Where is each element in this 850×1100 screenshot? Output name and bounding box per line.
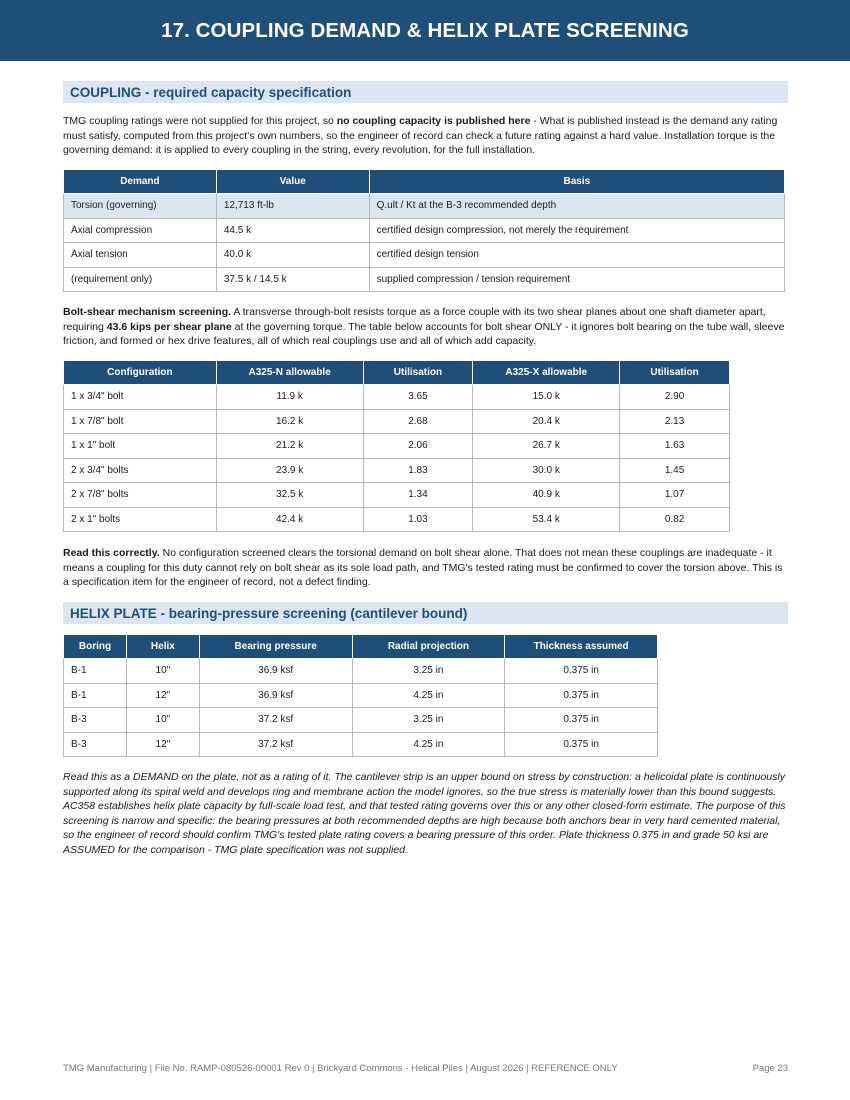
table-cell: 10": [126, 659, 199, 684]
table-cell: 12": [126, 732, 199, 757]
table-cell: 53.4 k: [473, 507, 620, 532]
table-cell: certified design tension: [369, 243, 784, 268]
table-row: [64, 218, 785, 243]
table-row: [64, 708, 658, 733]
table-cell: 40.9 k: [473, 483, 620, 508]
table-cell: 0.375 in: [505, 732, 658, 757]
page-title: 17. COUPLING DEMAND & HELIX PLATE SCREENING: [161, 18, 689, 42]
footer-page-number: Page 23: [752, 1063, 788, 1074]
table-cell: 3.65: [363, 385, 473, 410]
table-row: [64, 507, 730, 532]
table-cell: Q.ult / Kt at the B-3 recommended depth: [369, 194, 784, 219]
table-cell: 0.375 in: [505, 659, 658, 684]
read-correctly-paragraph: [63, 546, 790, 590]
table-cell: 2 x 1" bolts: [64, 507, 217, 532]
table-cell: 2 x 3/4" bolts: [64, 458, 217, 483]
helix-section-heading: HELIX PLATE - bearing-pressure screening (cantilever bound): [63, 602, 788, 624]
helix-bearing-table: [63, 634, 658, 757]
table-cell: 0.82: [620, 507, 730, 532]
bolt-shear-paragraph: [63, 305, 790, 349]
column-header: Radial projection: [352, 635, 505, 659]
table-cell: 1 x 1" bolt: [64, 434, 217, 459]
table-row: [64, 458, 730, 483]
table-row: [64, 683, 658, 708]
table-cell: 40.0 k: [216, 243, 369, 268]
table-cell: 0.375 in: [505, 708, 658, 733]
column-header: Utilisation: [363, 361, 473, 385]
table-cell: 4.25 in: [352, 732, 505, 757]
coupling-intro-paragraph: [63, 114, 790, 158]
table-row: [64, 659, 658, 684]
column-header: Basis: [369, 170, 784, 194]
table-cell: 1 x 7/8" bolt: [64, 409, 217, 434]
column-header: Configuration: [64, 361, 217, 385]
table-cell: 10": [126, 708, 199, 733]
table-cell: 11.9 k: [216, 385, 363, 410]
footer-document-info: TMG Manufacturing | File No. RAMP-080526-00001 Rev 0 | Brickyard Commons - Helical Piles | August 2026 | REFERENCE ONLY: [63, 1063, 618, 1074]
table-cell: 30.0 k: [473, 458, 620, 483]
table-row: [64, 267, 785, 292]
table-cell: 4.25 in: [352, 683, 505, 708]
table-cell: 44.5 k: [216, 218, 369, 243]
table-cell: certified design compression, not merely the requirement: [369, 218, 784, 243]
table-cell: B-3: [64, 732, 127, 757]
bolt-shear-text: A transverse through-bolt resists torque as a force couple with its two shear planes about one shaft diameter apart, requiring: [63, 306, 766, 333]
table-cell: 1 x 3/4" bolt: [64, 385, 217, 410]
table-cell: 2.06: [363, 434, 473, 459]
table-cell: 20.4 k: [473, 409, 620, 434]
table-cell: 2.90: [620, 385, 730, 410]
table-cell: 1.34: [363, 483, 473, 508]
column-header: Boring: [64, 635, 127, 659]
table-cell: 37.2 ksf: [199, 732, 352, 757]
table-cell: 1.07: [620, 483, 730, 508]
table-cell: 1.03: [363, 507, 473, 532]
coupling-intro-text: TMG coupling ratings were not supplied for this project, so: [63, 115, 337, 127]
table-cell: 2 x 7/8" bolts: [64, 483, 217, 508]
table-cell: 3.25 in: [352, 659, 505, 684]
table-cell: 36.9 ksf: [199, 659, 352, 684]
table-cell: 2.68: [363, 409, 473, 434]
table-cell: 26.7 k: [473, 434, 620, 459]
column-header: A325-N allowable: [216, 361, 363, 385]
table-cell: 42.4 k: [216, 507, 363, 532]
table-cell: (requirement only): [64, 267, 217, 292]
coupling-intro-text-2: - What is published instead is the demand any rating must satisfy, computed from this project's own numbers, so the engineer of record can check a future rating against a hard value. Installation torque is the governing demand: it is applied to every coupling in the string, every revolution, for the full installation.: [63, 115, 778, 157]
table-cell: B-1: [64, 659, 127, 684]
bolt-shear-emphasis: 43.6 kips per shear plane: [106, 320, 232, 333]
table-cell: 32.5 k: [216, 483, 363, 508]
table-cell: B-3: [64, 708, 127, 733]
table-cell: 15.0 k: [473, 385, 620, 410]
read-correctly-text: No configuration screened clears the torsional demand on bolt shear alone. That does not mean these couplings are inadequate - it means a coupling for this duty cannot rely on bolt shear as its sole load path, and TMG's tested rating must be confirmed to cover the torsion above. This is a specification item for the engineer of record, not a defect finding.: [63, 547, 783, 589]
read-correctly-lead: Read this correctly.: [63, 547, 160, 559]
table-cell: 2.13: [620, 409, 730, 434]
column-header: Helix: [126, 635, 199, 659]
table-cell: 1.45: [620, 458, 730, 483]
table-row: [64, 483, 730, 508]
table-row: [64, 409, 730, 434]
column-header: Value: [216, 170, 369, 194]
table-cell: 0.375 in: [505, 683, 658, 708]
column-header: Bearing pressure: [199, 635, 352, 659]
bolt-shear-table: [63, 360, 730, 532]
coupling-intro-emphasis: no coupling capacity is published here: [336, 115, 531, 127]
table-cell: B-1: [64, 683, 127, 708]
page-banner: [0, 0, 850, 61]
column-header: Demand: [64, 170, 217, 194]
table-cell: 1.83: [363, 458, 473, 483]
table-cell: 21.2 k: [216, 434, 363, 459]
table-row: [64, 243, 785, 268]
coupling-section-heading: COUPLING - required capacity specification: [63, 81, 788, 103]
table-cell: 37.2 ksf: [199, 708, 352, 733]
bolt-shear-lead: Bolt-shear mechanism screening.: [63, 306, 232, 318]
column-header: Utilisation: [620, 361, 730, 385]
table-cell: 3.25 in: [352, 708, 505, 733]
column-header: A325-X allowable: [473, 361, 620, 385]
table-cell: 12,713 ft-lb: [216, 194, 369, 219]
column-header: Thickness assumed: [505, 635, 658, 659]
table-cell: 1.63: [620, 434, 730, 459]
table-cell: 16.2 k: [216, 409, 363, 434]
table-cell: Torsion (governing): [64, 194, 217, 219]
coupling-demand-table: [63, 169, 785, 292]
table-cell: 23.9 k: [216, 458, 363, 483]
helix-note-paragraph: Read this as a DEMAND on the plate, not as a rating of it. The cantilever strip is an upper bound on stress by construction: a helicoidal plate is continuously supported along its spiral weld and develops ring and membrane action the model ignores, so the true stress is materially lower than this bound suggests. AC358 establishes helix plate capacity by full-scale load test, and that tested rating governs over this or any other closed-form estimate. The purpose of this screening is narrow and specific: the bearing pressures at both recommended depths are high because both anchors bear in very hard cemented material, so the engineer of record should confirm TMG's tested plate rating covers a bearing pressure of this order. Plate thickness 0.375 in and grade 50 ksi are ASSUMED for the comparison - TMG plate specification was not supplied.: [63, 771, 786, 856]
table-cell: Axial compression: [64, 218, 217, 243]
table-cell: 37.5 k / 14.5 k: [216, 267, 369, 292]
table-cell: Axial tension: [64, 243, 217, 268]
bolt-shear-text-2: at the governing torque. The table below accounts for bolt shear ONLY - it ignores bolt bearing on the tube wall, sleeve friction, and formed or hex drive features, all of which real couplings use and all of which add capacity.: [63, 320, 785, 348]
table-cell: 36.9 ksf: [199, 683, 352, 708]
table-row: [64, 732, 658, 757]
table-row: [64, 385, 730, 410]
table-cell: supplied compression / tension requirement: [369, 267, 784, 292]
table-row: [64, 194, 785, 219]
table-cell: 12": [126, 683, 199, 708]
table-row: [64, 434, 730, 459]
